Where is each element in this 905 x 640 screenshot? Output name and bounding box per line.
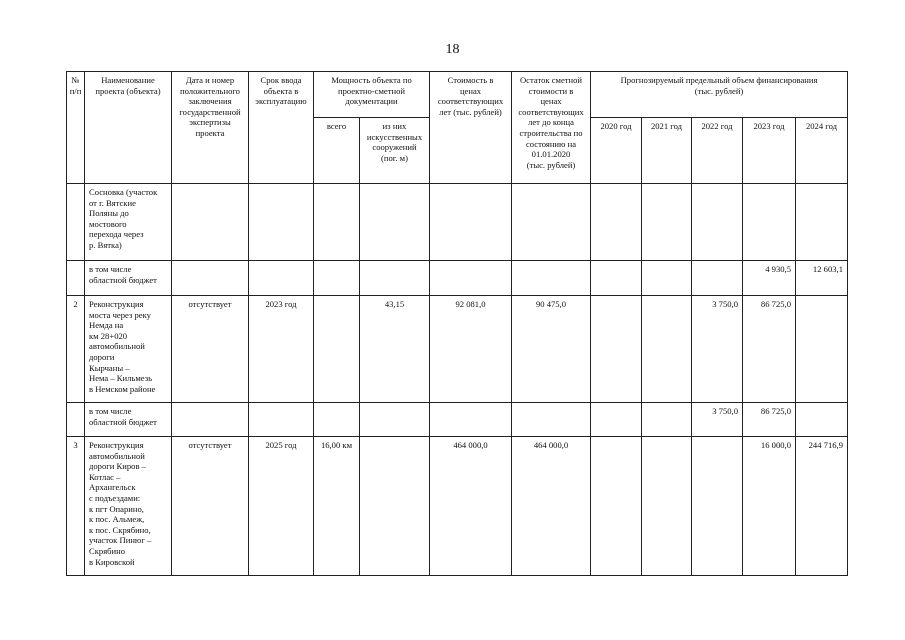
row-cap-art: 43,15 <box>360 296 430 403</box>
row-2023: 86 725,0 <box>743 403 796 437</box>
row-2023: 4 930,5 <box>743 261 796 296</box>
row-2022 <box>692 437 743 576</box>
header-year-2020: 2020 год <box>591 118 642 184</box>
header-year-2024: 2024 год <box>796 118 848 184</box>
row-remainder: 90 475,0 <box>512 296 591 403</box>
header-capacity-art: из них искусственных сооружений (пог. м) <box>360 118 430 184</box>
row-date <box>172 403 249 437</box>
row-2023: 16 000,0 <box>743 437 796 576</box>
row-2024 <box>796 296 848 403</box>
table-row <box>67 261 848 296</box>
row-2023 <box>743 184 796 261</box>
row-num <box>67 261 85 296</box>
row-cost <box>430 403 512 437</box>
header-name: Наименование проекта (объекта) <box>85 72 172 184</box>
row-deadline: 2023 год <box>249 296 314 403</box>
row-name: в том числе областной бюджет <box>85 261 172 296</box>
row-2024 <box>796 403 848 437</box>
header-capacity-total: всего <box>314 118 360 184</box>
row-remainder: 464 000,0 <box>512 437 591 576</box>
row-deadline: 2025 год <box>249 437 314 576</box>
row-cap-art <box>360 261 430 296</box>
row-2024: 12 603,1 <box>796 261 848 296</box>
row-2020 <box>591 184 642 261</box>
row-cap-total <box>314 261 360 296</box>
row-cost: 464 000,0 <box>430 437 512 576</box>
row-name: Сосновка (участок от г. Вятские Поляны до мостового перехода через р. Вятка) <box>85 184 172 261</box>
row-2021 <box>642 437 692 576</box>
row-2021 <box>642 296 692 403</box>
row-cost <box>430 261 512 296</box>
page-number: 18 <box>445 42 460 57</box>
row-cap-art <box>360 184 430 261</box>
row-date <box>172 184 249 261</box>
row-cap-art <box>360 403 430 437</box>
row-2024 <box>796 184 848 261</box>
row-date: отсутствует <box>172 296 249 403</box>
table-row <box>67 184 848 261</box>
table-row <box>67 403 848 437</box>
header-deadline: Срок ввода объекта в эксплуатацию <box>249 72 314 184</box>
row-2020 <box>591 437 642 576</box>
row-2023: 86 725,0 <box>743 296 796 403</box>
row-2022: 3 750,0 <box>692 296 743 403</box>
financing-table <box>66 71 848 576</box>
header-expert-date: Дата и номер положительного заключения государственной экспертизы проекта <box>172 72 249 184</box>
row-2021 <box>642 261 692 296</box>
row-2022 <box>692 261 743 296</box>
row-2022 <box>692 184 743 261</box>
header-num: № п/п <box>67 72 85 184</box>
row-date <box>172 261 249 296</box>
row-2021 <box>642 403 692 437</box>
header-row-1 <box>67 72 848 118</box>
row-remainder <box>512 403 591 437</box>
row-name: Реконструкция автомобильной дороги Киров – Котлас – Архангельск с подъездами: к пгт Опарино, к пос. Альмеж, к пос. Скрябино, участок Пинюг – Скрябино в Кировской <box>85 437 172 576</box>
row-num: 2 <box>67 296 85 403</box>
header-remainder: Остаток сметной стоимости в ценах соответствующих лет до конца строительства по состоянию на 01.01.2020 (тыс. рублей) <box>512 72 591 184</box>
header-year-2022: 2022 год <box>692 118 743 184</box>
row-num <box>67 403 85 437</box>
row-cap-total <box>314 403 360 437</box>
row-2020 <box>591 403 642 437</box>
header-forecast: Прогнозируемый предельный объем финансирования (тыс. рублей) <box>591 72 848 118</box>
row-remainder <box>512 184 591 261</box>
row-remainder <box>512 261 591 296</box>
row-date: отсутствует <box>172 437 249 576</box>
header-cost: Стоимость в ценах соответствующих лет (тыс. рублей) <box>430 72 512 184</box>
row-num: 3 <box>67 437 85 576</box>
row-cost: 92 081,0 <box>430 296 512 403</box>
row-2020 <box>591 261 642 296</box>
table-row <box>67 437 848 576</box>
row-2022: 3 750,0 <box>692 403 743 437</box>
row-name: в том числе областной бюджет <box>85 403 172 437</box>
row-num <box>67 184 85 261</box>
header-year-2021: 2021 год <box>642 118 692 184</box>
header-year-2023: 2023 год <box>743 118 796 184</box>
row-name: Реконструкция моста через реку Немда на км 28+020 автомобильной дороги Кырчаны – Нема – Кильмезь в Немском районе <box>85 296 172 403</box>
row-2021 <box>642 184 692 261</box>
row-cap-total <box>314 296 360 403</box>
row-deadline <box>249 403 314 437</box>
row-2020 <box>591 296 642 403</box>
row-cap-total <box>314 184 360 261</box>
row-deadline <box>249 184 314 261</box>
row-2024: 244 716,9 <box>796 437 848 576</box>
row-cap-total: 16,00 км <box>314 437 360 576</box>
table-row <box>67 296 848 403</box>
row-cost <box>430 184 512 261</box>
row-cap-art <box>360 437 430 576</box>
row-deadline <box>249 261 314 296</box>
header-capacity: Мощность объекта по проектно-сметной документации <box>314 72 430 118</box>
